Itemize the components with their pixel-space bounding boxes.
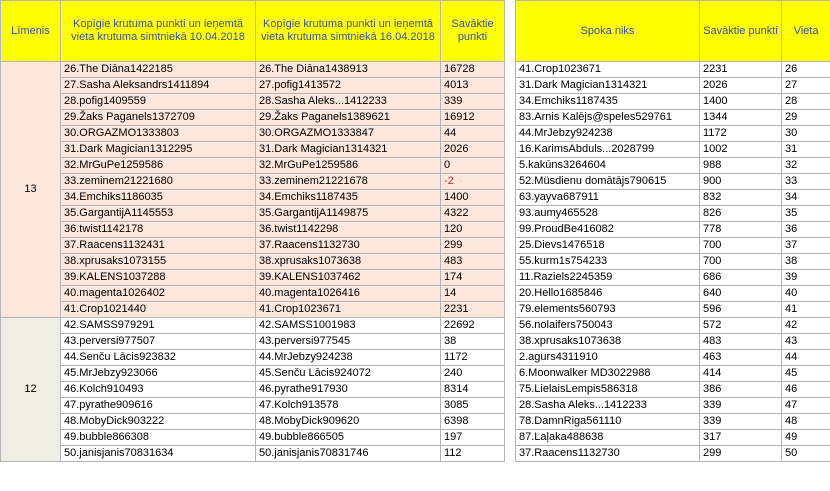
after-header: Kopīgie krutuma punkti un ieņemtā vieta krutuma simtniekā 16.04.2018 — [256, 1, 441, 62]
place-cell: 34 — [782, 190, 830, 206]
gained-points-cell: 3085 — [441, 398, 505, 414]
points-cell: 2231 — [700, 62, 782, 78]
place-cell: 46 — [782, 382, 830, 398]
place-cell: 39 — [782, 270, 830, 286]
before-cell: 49.bubble866308 — [61, 430, 256, 446]
gained-points-cell: 0 — [441, 158, 505, 174]
nick-cell: 6.Moonwalker MD3022988 — [516, 366, 700, 382]
nick-cell: 87.Laļaka488638 — [516, 430, 700, 446]
place-cell: 40 — [782, 286, 830, 302]
before-cell: 45.MrJebzy923066 — [61, 366, 256, 382]
place-cell: 29 — [782, 110, 830, 126]
gained-points-cell: 22692 — [441, 318, 505, 334]
table-row — [1, 222, 505, 238]
before-cell: 29.Žaks Paganels1372709 — [61, 110, 256, 126]
table-row — [1, 414, 505, 430]
points-cell: 640 — [700, 286, 782, 302]
table-row — [1, 254, 505, 270]
table-row — [1, 270, 505, 286]
gained-points-cell: 6398 — [441, 414, 505, 430]
points-cell: 1172 — [700, 126, 782, 142]
nick-cell: 34.Emchiks1187435 — [516, 94, 700, 110]
gained-points-cell: 14 — [441, 286, 505, 302]
table-row — [516, 110, 830, 126]
table-row — [1, 190, 505, 206]
points-cell: 1002 — [700, 142, 782, 158]
after-cell: 28.Sasha Aleks...1412233 — [256, 94, 441, 110]
table-row — [516, 158, 830, 174]
points-cell: 1400 — [700, 94, 782, 110]
gained-points-cell: 16912 — [441, 110, 505, 126]
before-cell: 26.The Diāna1422185 — [61, 62, 256, 78]
points-cell: 988 — [700, 158, 782, 174]
table-row — [516, 126, 830, 142]
nick-cell: 20.Hello1685846 — [516, 286, 700, 302]
points-cell: 414 — [700, 366, 782, 382]
before-cell: 30.ORGAZMO1333803 — [61, 126, 256, 142]
before-cell: 47.pyrathe909616 — [61, 398, 256, 414]
after-cell: 30.ORGAZMO1333847 — [256, 126, 441, 142]
table-row — [1, 110, 505, 126]
after-cell: 38.xprusaks1073638 — [256, 254, 441, 270]
nick-cell: 56.nolaifers750043 — [516, 318, 700, 334]
table-row — [1, 366, 505, 382]
points-cell: 2026 — [700, 78, 782, 94]
after-cell: 42.SAMSS1001983 — [256, 318, 441, 334]
points-cell: 463 — [700, 350, 782, 366]
table-row — [516, 270, 830, 286]
table-row — [516, 206, 830, 222]
table-row — [1, 446, 505, 462]
place-cell: 50 — [782, 446, 830, 462]
after-cell: 50.janisjanis70831746 — [256, 446, 441, 462]
table-row — [1, 318, 505, 334]
points-cell: 686 — [700, 270, 782, 286]
table-row — [516, 94, 830, 110]
before-header: Kopīgie krutuma punkti un ieņemtā vieta krutuma simtniekā 10.04.2018 — [61, 1, 256, 62]
before-cell: 39.KALENS1037288 — [61, 270, 256, 286]
gained-points-cell: 2231 — [441, 302, 505, 318]
gained-points-cell: 112 — [441, 446, 505, 462]
points-cell: 317 — [700, 430, 782, 446]
place-cell: 47 — [782, 398, 830, 414]
nick-cell: 79.elements560793 — [516, 302, 700, 318]
place-cell: 27 — [782, 78, 830, 94]
place-cell: 49 — [782, 430, 830, 446]
before-cell: 48.MobyDick903222 — [61, 414, 256, 430]
gained-points-cell: 1172 — [441, 350, 505, 366]
place-cell: 44 — [782, 350, 830, 366]
table-row — [516, 142, 830, 158]
points-cell: 700 — [700, 254, 782, 270]
points-cell: 900 — [700, 174, 782, 190]
place-cell: 31 — [782, 142, 830, 158]
place-header: Vieta — [782, 1, 830, 62]
points-cell: 483 — [700, 334, 782, 350]
points-cell: 596 — [700, 302, 782, 318]
table-row — [516, 366, 830, 382]
nick-cell: 25.Dievs1476518 — [516, 238, 700, 254]
table-row — [516, 238, 830, 254]
points-cell: 572 — [700, 318, 782, 334]
points-cell: 299 — [700, 446, 782, 462]
nick-cell: 2.agurs4311910 — [516, 350, 700, 366]
table-row — [516, 286, 830, 302]
table-row — [1, 94, 505, 110]
after-cell: 43.perversi977545 — [256, 334, 441, 350]
table-row — [516, 398, 830, 414]
nick-cell: 44.MrJebzy924238 — [516, 126, 700, 142]
nick-cell: 5.kakūns3264604 — [516, 158, 700, 174]
after-cell: 36.twist1142298 — [256, 222, 441, 238]
table-row — [1, 126, 505, 142]
before-cell: 42.SAMSS979291 — [61, 318, 256, 334]
table-row — [1, 286, 505, 302]
before-cell: 36.twist1142178 — [61, 222, 256, 238]
points-cell: 778 — [700, 222, 782, 238]
after-cell: 46.pyrathe917930 — [256, 382, 441, 398]
before-cell: 50.janisjanis70831634 — [61, 446, 256, 462]
gained-points-header: Savāktie punkti — [441, 1, 505, 62]
after-cell: 31.Dark Magician1314321 — [256, 142, 441, 158]
after-cell: 40.magenta1026416 — [256, 286, 441, 302]
after-cell: 41.Crop1023671 — [256, 302, 441, 318]
nick-cell: 83.Arnis Kalējs@speles529761 — [516, 110, 700, 126]
table-row — [516, 334, 830, 350]
points-cell: 339 — [700, 414, 782, 430]
gained-points-cell: 174 — [441, 270, 505, 286]
gained-points-cell: 2026 — [441, 142, 505, 158]
after-cell: 45.Senču Lācis924072 — [256, 366, 441, 382]
table-row — [1, 350, 505, 366]
before-cell: 44.Senču Lācis923832 — [61, 350, 256, 366]
table-row — [516, 254, 830, 270]
after-cell: 34.Emchiks1187435 — [256, 190, 441, 206]
level-cell: 13 — [1, 62, 61, 318]
points-cell: 832 — [700, 190, 782, 206]
nick-cell: 99.ProudBe416082 — [516, 222, 700, 238]
gained-points-cell: 483 — [441, 254, 505, 270]
after-cell: 48.MobyDick909620 — [256, 414, 441, 430]
after-cell: 37.Raacens1132730 — [256, 238, 441, 254]
place-cell: 30 — [782, 126, 830, 142]
gained-points-cell: 44 — [441, 126, 505, 142]
table-row — [1, 142, 505, 158]
table-row — [1, 174, 505, 190]
table-row — [1, 302, 505, 318]
gained-points-cell: 16728 — [441, 62, 505, 78]
ghost-nick-table — [515, 0, 830, 462]
table-row — [1, 334, 505, 350]
after-cell: 27.pofig1413572 — [256, 78, 441, 94]
after-cell: 26.The Diāna1438913 — [256, 62, 441, 78]
before-cell: 43.perversi977507 — [61, 334, 256, 350]
gained-points-cell: 4013 — [441, 78, 505, 94]
nick-cell: 41.Crop1023671 — [516, 62, 700, 78]
nick-header: Spoka niks — [516, 1, 700, 62]
table-row — [1, 62, 505, 78]
before-cell: 41.Crop1021440 — [61, 302, 256, 318]
points-header: Savāktie punkti — [700, 1, 782, 62]
place-cell: 41 — [782, 302, 830, 318]
table-row — [516, 414, 830, 430]
table-row — [516, 78, 830, 94]
gained-points-cell: 240 — [441, 366, 505, 382]
gained-points-cell: 38 — [441, 334, 505, 350]
gained-points-cell: 299 — [441, 238, 505, 254]
gained-points-cell: 4322 — [441, 206, 505, 222]
level-header: Līmenis — [1, 1, 61, 62]
table-row — [516, 446, 830, 462]
table-row — [1, 238, 505, 254]
place-cell: 26 — [782, 62, 830, 78]
before-cell: 27.Sasha Aleksandrs1411894 — [61, 78, 256, 94]
nick-cell: 28.Sasha Aleks...1412233 — [516, 398, 700, 414]
gained-points-cell: -2 — [441, 174, 505, 190]
table-row — [516, 174, 830, 190]
gained-points-cell: 120 — [441, 222, 505, 238]
place-cell: 48 — [782, 414, 830, 430]
place-cell: 43 — [782, 334, 830, 350]
nick-cell: 93.aumy465528 — [516, 206, 700, 222]
before-cell: 40.magenta1026402 — [61, 286, 256, 302]
gained-points-cell: 8314 — [441, 382, 505, 398]
table-row — [1, 382, 505, 398]
after-cell: 32.MrGuPe1259586 — [256, 158, 441, 174]
points-cell: 826 — [700, 206, 782, 222]
level-cell: 12 — [1, 318, 61, 462]
after-cell: 44.MrJebzy924238 — [256, 350, 441, 366]
gained-points-cell: 339 — [441, 94, 505, 110]
table-row — [516, 350, 830, 366]
place-cell: 28 — [782, 94, 830, 110]
table-row — [516, 318, 830, 334]
after-cell: 49.bubble866505 — [256, 430, 441, 446]
nick-cell: 16.KarimsAbduls...2028799 — [516, 142, 700, 158]
table-row — [1, 206, 505, 222]
points-cell: 339 — [700, 398, 782, 414]
table-row — [1, 430, 505, 446]
gained-points-cell: 1400 — [441, 190, 505, 206]
before-cell: 38.xprusaks1073155 — [61, 254, 256, 270]
table-row — [516, 190, 830, 206]
nick-cell: 11.Raziels2245359 — [516, 270, 700, 286]
place-cell: 38 — [782, 254, 830, 270]
nick-cell: 38.xprusaks1073638 — [516, 334, 700, 350]
before-cell: 34.Emchiks1186035 — [61, 190, 256, 206]
points-cell: 1344 — [700, 110, 782, 126]
before-cell: 31.Dark Magician1312295 — [61, 142, 256, 158]
place-cell: 37 — [782, 238, 830, 254]
table-row — [1, 78, 505, 94]
place-cell: 32 — [782, 158, 830, 174]
after-cell: 47.Kolch913578 — [256, 398, 441, 414]
nick-cell: 31.Dark Magician1314321 — [516, 78, 700, 94]
after-cell: 33.zeminem21221678 — [256, 174, 441, 190]
gained-points-cell: 197 — [441, 430, 505, 446]
place-cell: 45 — [782, 366, 830, 382]
after-cell: 35.GargantijA1149875 — [256, 206, 441, 222]
points-cell: 386 — [700, 382, 782, 398]
before-cell: 37.Raacens1132431 — [61, 238, 256, 254]
nick-cell: 78.DamnRiga561110 — [516, 414, 700, 430]
table-row — [516, 302, 830, 318]
points-cell: 700 — [700, 238, 782, 254]
table-row — [516, 62, 830, 78]
nick-cell: 75.LielaisLempis586318 — [516, 382, 700, 398]
after-cell: 29.Žaks Paganels1389621 — [256, 110, 441, 126]
before-cell: 33.zeminem21221680 — [61, 174, 256, 190]
after-cell: 39.KALENS1037462 — [256, 270, 441, 286]
before-cell: 32.MrGuPe1259586 — [61, 158, 256, 174]
before-cell: 46.Kolch910493 — [61, 382, 256, 398]
place-cell: 36 — [782, 222, 830, 238]
before-cell: 28.pofig1409559 — [61, 94, 256, 110]
place-cell: 42 — [782, 318, 830, 334]
nick-cell: 52.Müsdienu domātājs790615 — [516, 174, 700, 190]
nick-cell: 63.yayva687911 — [516, 190, 700, 206]
table-row — [516, 222, 830, 238]
table-row — [516, 382, 830, 398]
place-cell: 33 — [782, 174, 830, 190]
nick-cell: 37.Raacens1132730 — [516, 446, 700, 462]
before-cell: 35.GargantijA1145553 — [61, 206, 256, 222]
table-row — [516, 430, 830, 446]
table-row — [1, 158, 505, 174]
table-row — [1, 398, 505, 414]
place-cell: 35 — [782, 206, 830, 222]
nick-cell: 55.kurm1s754233 — [516, 254, 700, 270]
